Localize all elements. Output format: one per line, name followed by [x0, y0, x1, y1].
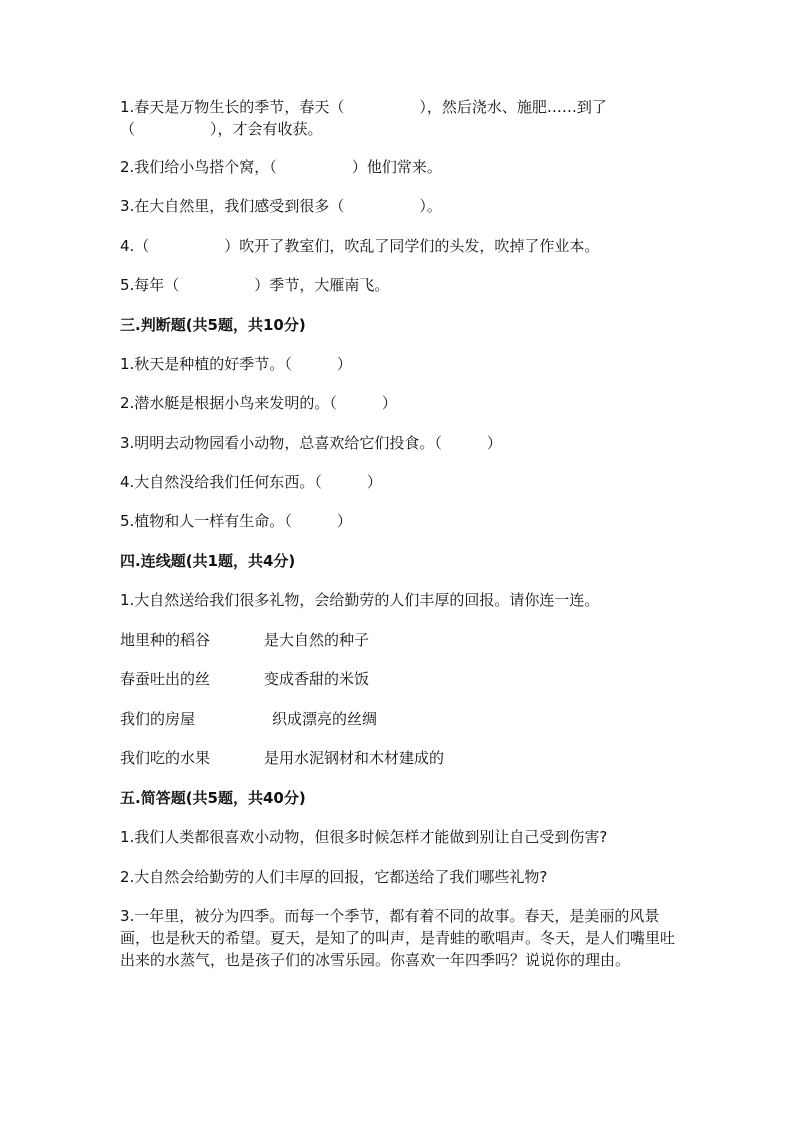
matching-question: 1.大自然送给我们很多礼物，会给勤劳的人们丰厚的回报。请你连一连。 — [120, 591, 600, 609]
matching-right-item: 是用水泥钢材和木材建成的 — [264, 749, 445, 767]
matching-left-item: 我们的房屋 — [120, 710, 196, 728]
fill-blank-question-1: 1.春天是万物生长的季节，春天（ ），然后浇水、施肥……到了（ ），才会有收获。 — [120, 98, 607, 138]
short-answer-question-1: 1.我们人类都很喜欢小动物，但很多时候怎样才能做到别让自己受到伤害? — [120, 828, 608, 846]
matching-left-item: 我们吃的水果 — [120, 749, 211, 767]
fill-blank-question-5: 5.每年（ ）季节，大雁南飞。 — [120, 276, 390, 294]
true-false-question-5: 5.植物和人一样有生命。（ ） — [120, 512, 352, 530]
matching-left-item: 春蚕吐出的丝 — [120, 670, 211, 688]
fill-blank-question-3: 3.在大自然里，我们感受到很多（ ）。 — [120, 197, 442, 215]
section-heading-matching: 四.连线题(共1题，共4分) — [120, 552, 296, 570]
fill-blank-question-4: 4.（ ）吹开了教室们，吹乱了同学们的头发，吹掉了作业本。 — [120, 237, 600, 255]
short-answer-question-3: 3.一年里，被分为四季。而每一个季节，都有着不同的故事。春天，是美丽的风景画，也是秋天的希望。夏天，是知了的叫声，是青蛙的歌唱声。冬天，是人们嘴里吐出来的水蒸气，也是孩子们的冰雪乐园。你喜欢一年四季吗？说说你的理由。 — [120, 907, 676, 969]
matching-right-item: 织成漂亮的丝绸 — [272, 710, 378, 728]
true-false-question-3: 3.明明去动物园看小动物，总喜欢给它们投食。（ ） — [120, 434, 502, 452]
matching-right-item: 变成香甜的米饭 — [264, 670, 370, 688]
section-heading-short-answer: 五.简答题(共5题，共40分) — [120, 789, 306, 807]
matching-right-item: 是大自然的种子 — [264, 631, 370, 649]
true-false-question-1: 1.秋天是种植的好季节。（ ） — [120, 355, 352, 373]
matching-left-item: 地里种的稻谷 — [120, 631, 211, 649]
short-answer-question-2: 2.大自然会给勤劳的人们丰厚的回报，它都送给了我们哪些礼物? — [120, 868, 548, 886]
true-false-question-2: 2.潜水艇是根据小鸟来发明的。（ ） — [120, 394, 397, 412]
true-false-question-4: 4.大自然没给我们任何东西。（ ） — [120, 473, 382, 491]
section-heading-true-false: 三.判断题(共5题，共10分) — [120, 316, 306, 334]
fill-blank-question-2: 2.我们给小鸟搭个窝，（ ）他们常来。 — [120, 158, 442, 176]
